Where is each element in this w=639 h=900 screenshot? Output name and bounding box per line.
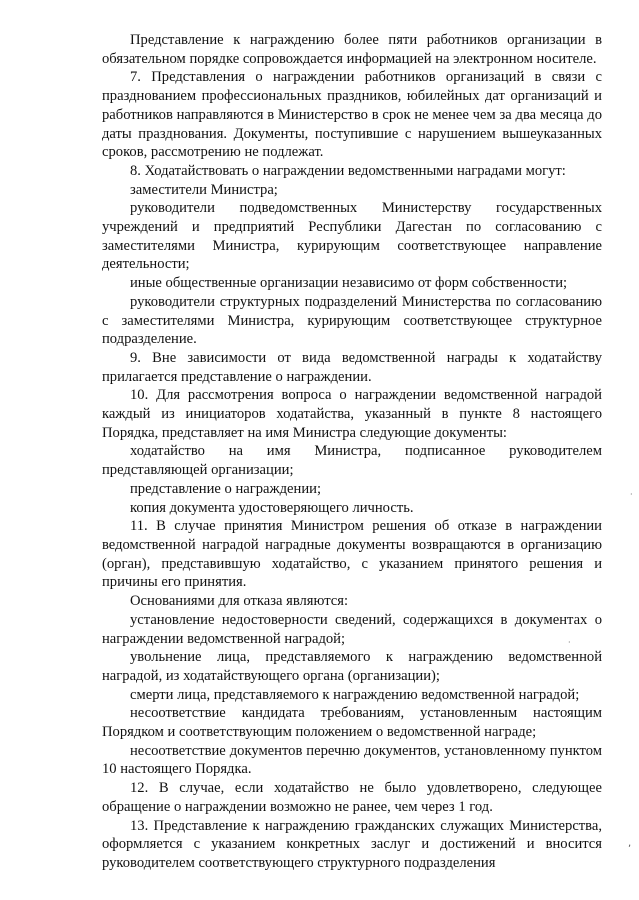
paragraph-item-7: 7. Представления о награждении работников организаций в связи с празднованием профессиональных праздников, юбилейных дат организаций и работников направляются в Министерство в срок не менее чем за два месяца до даты празднования. Документы, поступившие с нарушением вышеуказанных сроков, рассмотрению не подлежат. [102,69,602,161]
paragraph-item-8: 8. Ходатайствовать о награждении ведомственными наградами могут: [130,162,566,179]
paragraph-electronic-carrier: Представление к награждению более пяти работников организации в обязательном порядке сопровождается информацией на электронном носителе. [102,32,602,67]
list-item-documents-mismatch: несоответствие документов перечню документов, установленному пунктом 10 настоящего Порядка. [102,742,602,778]
list-item-death: смерти лица, представляемого к награждению ведомственной наградой; [130,686,580,703]
list-item-petition: ходатайство на имя Министра, подписанное руководителем представляющей организации; [102,443,602,479]
list-item-dismissal: увольнение лица, представляемого к награждению ведомственной наградой, из ходатайствующего органа (организации); [102,649,602,684]
paragraph-item-10: 10. Для рассмотрения вопроса о награждении ведомственной наградой каждый из инициаторов ходатайства, указанный в пункте 8 настоящего Порядка, представляет на имя Министра следующие документы: [102,387,602,441]
list-item-submission: представление о награждении; [130,480,321,497]
list-item-subordinate-heads: руководители подведомственных Министерству государственных учреждений и предприятий Республики Дагестан по согласованию с заместителями Министра, курирующим соответствующее направление деятельности; [102,200,602,273]
paragraph-item-13: 13. Представление к награждению гражданских служащих Министерства, оформляется с указанием конкретных заслуг и достижений и вносится руководителем соответствующего структурного подразделения [102,817,602,871]
list-item-candidate-mismatch: несоответствие кандидата требованиям, установленным настоящим Порядком и соответствующим положением о ведомственной награде; [102,705,602,741]
scan-speck: · [568,638,571,647]
paragraph-refusal-grounds: Основаниями для отказа являются: [130,593,349,610]
scan-speck: · [630,490,633,499]
list-item-public-organizations: иные общественные организации независимо от форм собственности; [130,275,568,292]
list-item-false-information: установление недостоверности сведений, содержащихся в документах о награждении ведомственной наградой; [102,611,602,647]
list-item-id-copy: копия документа удостоверяющего личность. [130,499,414,516]
paragraph-item-9: 9. Вне зависимости от вида ведомственной награды к ходатайству прилагается представление о награждении. [102,349,602,385]
list-item-structural-heads: руководители структурных подразделений Министерства по согласованию с заместителями Министра, курирующим соответствующее структурное подразделение. [102,293,602,348]
scan-speck: , [628,838,632,849]
paragraph-item-11: 11. В случае принятия Министром решения об отказе в награждении ведомственной наградой наградные документы возвращаются в организацию (орган), представившую ходатайство, с указанием принятого решения и причины его принятия. [102,518,602,591]
list-item-deputies: заместители Министра; [130,181,278,198]
paragraph-item-12: 12. В случае, если ходатайство не было удовлетворено, следующее обращение о награждении возможно не ранее, чем через 1 год. [102,780,602,815]
document-body [102,31,602,873]
